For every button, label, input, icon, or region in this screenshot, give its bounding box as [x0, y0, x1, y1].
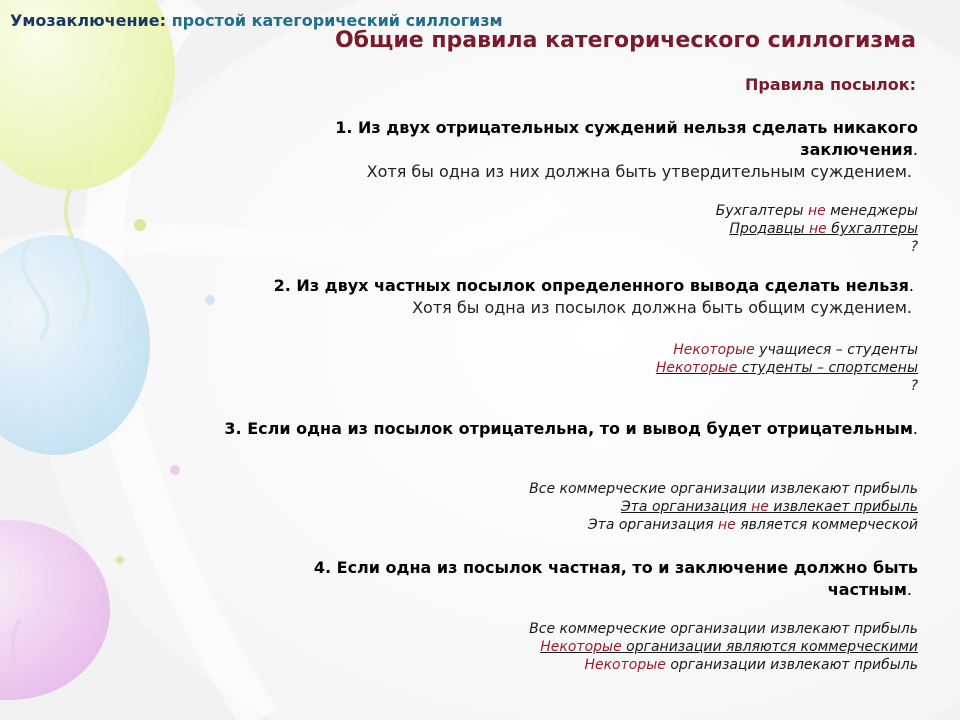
- rule-2-explanation: Хотя бы одна из посылок должна быть общим суждением.: [412, 298, 912, 317]
- rule-1-example-conclusion: ?: [910, 239, 918, 255]
- rule-1-example-premise-2: Продавцы не бухгалтеры: [729, 221, 918, 237]
- rule-4-line-1: 4. Если одна из посылок частная, то и заключение должно быть: [313, 558, 918, 577]
- rule-2-example-premise-2: Некоторые студенты – спортсмены: [655, 360, 918, 376]
- rule-3-example-conclusion: Эта организация не является коммерческой: [587, 517, 918, 533]
- rule-1-example-premise-1: Бухгалтеры не менеджеры: [715, 203, 918, 219]
- rule-3-example-premise-1: Все коммерческие организации извлекают прибыль: [529, 481, 918, 497]
- header-subtopic: простой категорический силлогизм: [171, 11, 503, 30]
- rule-2-example-premise-1: Некоторые учащиеся – студенты: [673, 342, 918, 358]
- rule-4-example-conclusion: Некоторые организации извлекают прибыль: [584, 657, 918, 673]
- section-heading: Правила посылок:: [744, 75, 916, 94]
- rule-1-line-1: 1. Из двух отрицательных суждений нельзя сделать никакого: [335, 118, 918, 137]
- slide-title: Общие правила категорического силлогизма: [334, 28, 916, 53]
- rule-1-explanation: Хотя бы одна из них должна быть утвердительным суждением.: [366, 162, 912, 181]
- rule-2-line-1: 2. Из двух частных посылок определенного вывода сделать нельзя.: [273, 276, 914, 295]
- rule-4-line-2: частным.: [827, 580, 912, 599]
- rule-3-line-1: 3. Если одна из посылок отрицательна, то и вывод будет отрицательным.: [224, 419, 918, 438]
- rule-4-example-premise-1: Все коммерческие организации извлекают прибыль: [529, 621, 918, 637]
- header-topic: Умозаключение:: [10, 11, 166, 30]
- rule-4-example-premise-2: Некоторые организации являются коммерческими: [540, 639, 918, 655]
- rule-3-example-premise-2: Эта организация не извлекает прибыль: [621, 499, 918, 515]
- rule-2-example-conclusion: ?: [910, 378, 918, 394]
- rule-1-line-2: заключения.: [800, 140, 918, 159]
